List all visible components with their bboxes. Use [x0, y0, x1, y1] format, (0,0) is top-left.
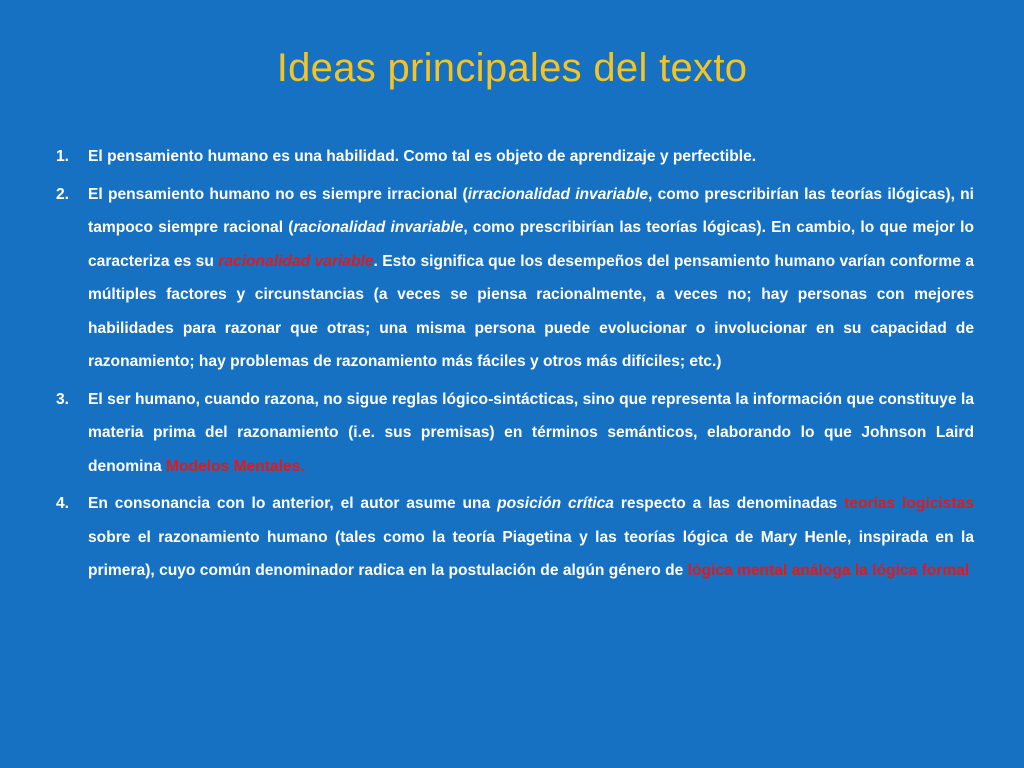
term-modelos-mentales: Modelos Mentales. [165, 457, 305, 475]
text-segment: , como prescribirían las teorías lógicas). En cambio, lo que mejor lo caracteriza es su [88, 219, 975, 270]
list-item-4 [56, 487, 974, 588]
text-segment: sobre el razonamiento humano (tales como la teoría Piagetina y las teorías lógica de Mary Henle, inspirada en la primera), cuyo común denominador radica en la postulación de algún género de [88, 528, 974, 579]
slide-title: Ideas principales del texto [276, 46, 748, 90]
list-item-3 [56, 383, 974, 484]
list-item-1 [56, 140, 974, 174]
list-item-text [88, 178, 974, 379]
list-item-text [88, 140, 974, 174]
text-segment: El pensamiento humano es una habilidad. Como tal es objeto de aprendizaje y perfectible. [88, 148, 757, 165]
text-segment: El pensamiento humano no es siempre irracional ( [88, 185, 468, 203]
term-logica-mental: lógica mental análoga la lógica formal [687, 562, 970, 579]
term-racionalidad-variable: racionalidad variable [218, 252, 374, 270]
term-posicion-critica: posición crítica [497, 495, 614, 512]
list-item-number: 2. [56, 185, 70, 203]
list-item-text [88, 487, 974, 588]
text-segment: En consonancia con lo anterior, el autor asume una [88, 495, 498, 512]
text-segment: , como prescribirían las teorías ilógicas), ni tampoco siempre racional ( [88, 185, 974, 236]
list-item-text [88, 383, 974, 484]
term-teorias-logicistas: teorías logicistas [844, 495, 974, 512]
main-ideas-list [56, 140, 974, 592]
list-item-number: 3. [56, 390, 70, 408]
text-segment: El ser humano, cuando razona, no sigue reglas lógico-sintácticas, sino que representa la información que constituye la materia prima del razonamiento (i.e. sus premisas) en términos semánticos, elaborando lo que Johnson Laird denomina [88, 390, 974, 475]
list-item-number: 1. [56, 148, 70, 165]
list-item-number: 4. [56, 495, 70, 512]
list-item-2 [56, 178, 974, 379]
text-segment: respecto a las denominadas [613, 495, 845, 512]
term-irracionalidad-invariable: irracionalidad invariable [467, 185, 649, 203]
text-segment: . Esto significa que los desempeños del pensamiento humano varían conforme a múltiples factores y circunstancias (a veces se piensa racionalmente, a veces no; hay personas con mejores habilidades para razonar que otras; una misma persona puede evolucionar o involucionar en su capacidad de razonamiento; hay problemas de razonamiento más fáciles y otros más difíciles; etc.) [88, 252, 974, 370]
term-racionalidad-invariable: racionalidad invariable [293, 219, 464, 236]
